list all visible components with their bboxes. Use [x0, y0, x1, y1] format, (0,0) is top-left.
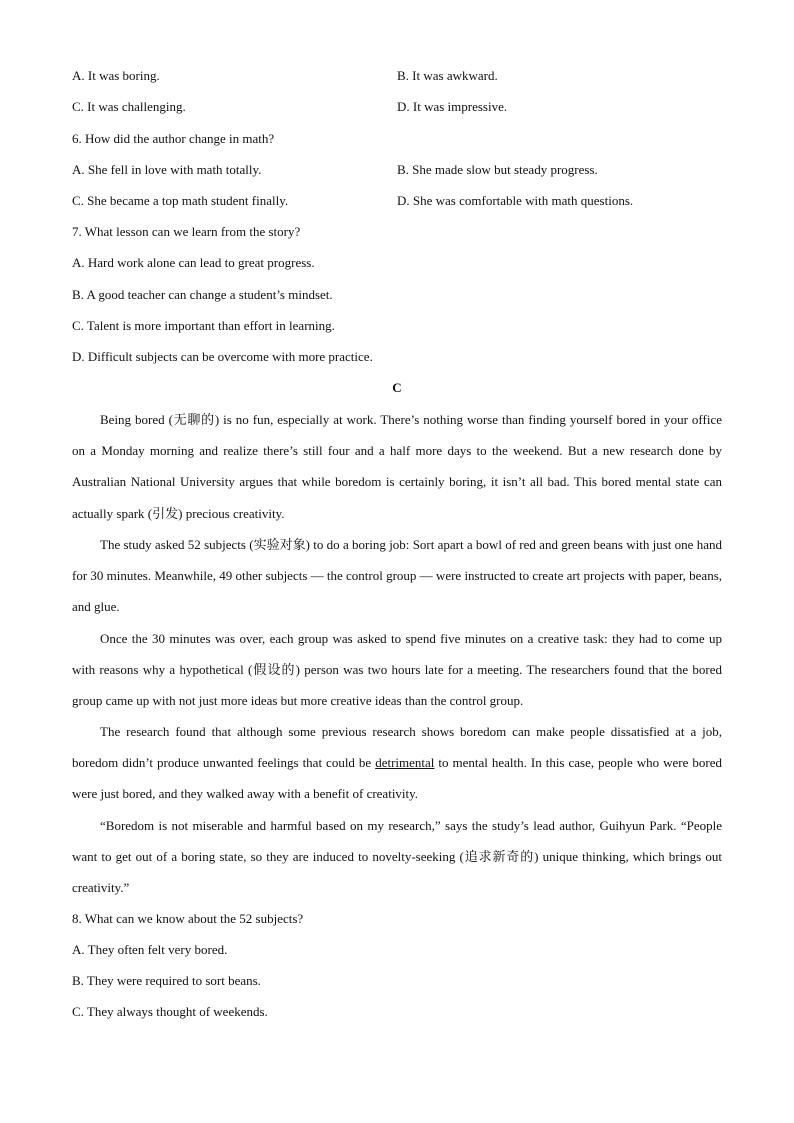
q5-option-c: C. It was challenging. [72, 99, 186, 114]
q8-option-c: C. They always thought of weekends. [72, 1004, 268, 1019]
q8-option-b: B. They were required to sort beans. [72, 973, 261, 988]
q5-option-b: B. It was awkward. [397, 68, 498, 83]
q7-option-a: A. Hard work alone can lead to great progress. [72, 255, 315, 270]
q7-option-b: B. A good teacher can change a student’s mindset. [72, 287, 333, 302]
q6-option-b: B. She made slow but steady progress. [397, 162, 598, 177]
q6-option-d: D. She was comfortable with math questions. [397, 193, 634, 208]
q7-stem: 7. What lesson can we learn from the story? [72, 224, 301, 239]
q8-option-a: A. They often felt very bored. [72, 942, 228, 957]
q5-option-a: A. It was boring. [72, 68, 160, 83]
paragraph-4-text-end: to mental health. In this case, people who were bored were just bored, and they walked away with a benefit of creativity. [72, 755, 722, 802]
q6-stem: 6. How did the author change in math? [72, 131, 275, 146]
q7-option-d: D. Difficult subjects can be overcome with more practice. [72, 349, 373, 364]
section-title: C [392, 380, 402, 395]
passage-paragraph-3: Once the 30 minutes was over, each group was asked to spend five minutes on a creative task: they had to come up with reasons why a hypothetical (假设的) person was two hours late for a meeting. The researchers found that the bored group came up with not just more ideas but more creative ideas than the control group. [72, 631, 722, 709]
q8-stem: 8. What can we know about the 52 subjects? [72, 911, 304, 926]
passage-paragraph-1: Being bored (无聊的) is no fun, especially at work. There’s nothing worse than finding yourself bored in your office on a Monday morning and realize there’s still four and a half more days to the weekend. But a new research done by Australian National University argues that while boredom is certainly boring, it isn’t all bad. This bored mental state can actually spark (引发) precious creativity. [72, 412, 722, 521]
paragraph-4-text-start: The research found that although some previous research shows boredom can make people dissatisfied at a job, boredom didn’t produce unwanted feelings that could be [72, 724, 722, 771]
passage-paragraph-5: “Boredom is not miserable and harmful based on my research,” says the study’s lead author, Guihyun Park. “People want to get out of a boring state, so they are induced to novelty-seeking (追求新奇的) unique thinking, which brings out creativity.” [72, 818, 722, 896]
q5-option-d: D. It was impressive. [397, 99, 508, 114]
passage-paragraph-2: The study asked 52 subjects (实验对象) to do a boring job: Sort apart a bowl of red and green beans with just one hand for 30 minutes. Meanwhile, 49 other subjects — the control group — were instructed to create art projects with paper, beans, and glue. [72, 537, 723, 615]
q6-option-a: A. She fell in love with math totally. [72, 162, 262, 177]
q6-option-c: C. She became a top math student finally. [72, 193, 289, 208]
q7-option-c: C. Talent is more important than effort in learning. [72, 318, 335, 333]
passage-paragraph-4 [72, 716, 722, 810]
underlined-word: detrimental [375, 755, 435, 771]
